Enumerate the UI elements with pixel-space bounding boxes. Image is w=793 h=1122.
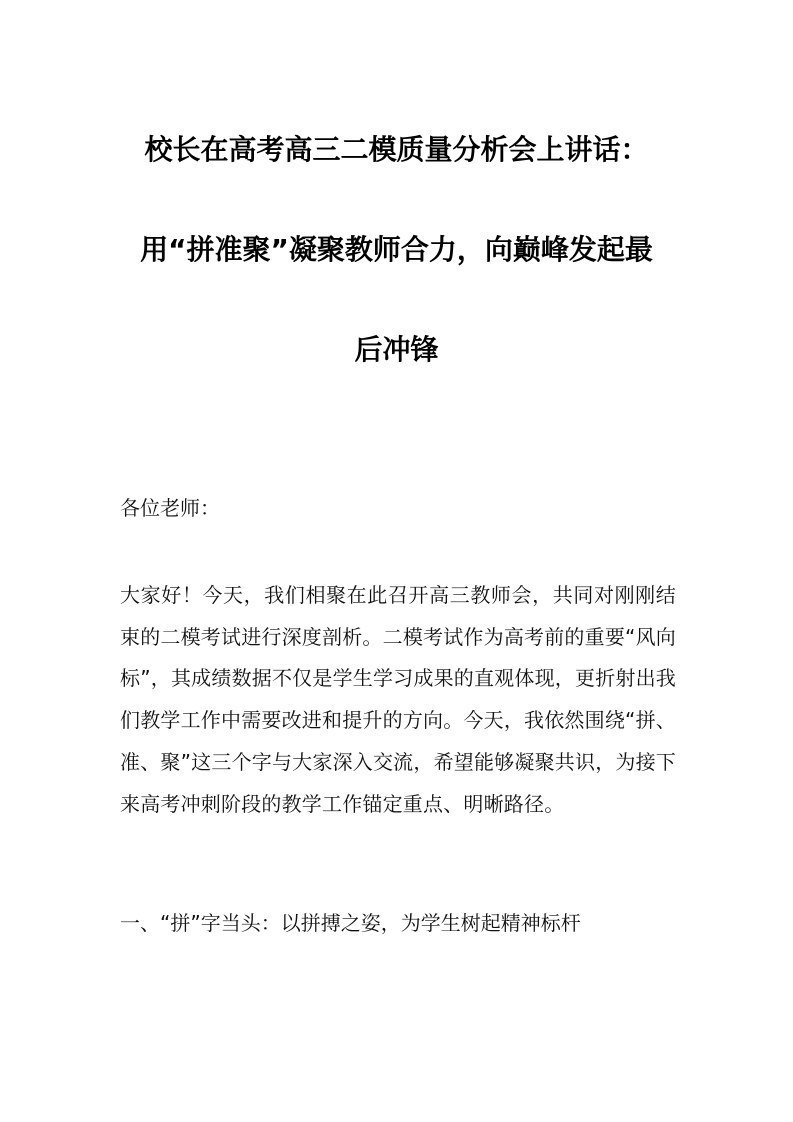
section-heading-1: 一、“拼”字当头：以拼搏之姿，为学生树起精神标杆 [120,911,581,935]
document-title-line-2: 用“拼准聚”凝聚教师合力，向巅峰发起最 [140,233,653,266]
greeting: 各位老师： [120,496,220,520]
opening-paragraph: 大家好！今天，我们相聚在此召开高三教师会，共同对刚刚结束的二模考试进行深度剖析。二模考试作为高考前的重要“风向标”，其成绩数据不仅是学生学习成果的直观体现，更折射出我们教学工作中需要改进和提升的方向。今天，我依然围绕“拼、准、聚”这三个字与大家深入交流，希望能够凝聚共识，为接下来高考冲刺阶段的教学工作锚定重点、明晰路径。 [120,583,676,816]
document-title-line-3: 后冲锋 [354,333,439,366]
document-title-line-1: 校长在高考高三二模质量分析会上讲话： [144,133,649,166]
